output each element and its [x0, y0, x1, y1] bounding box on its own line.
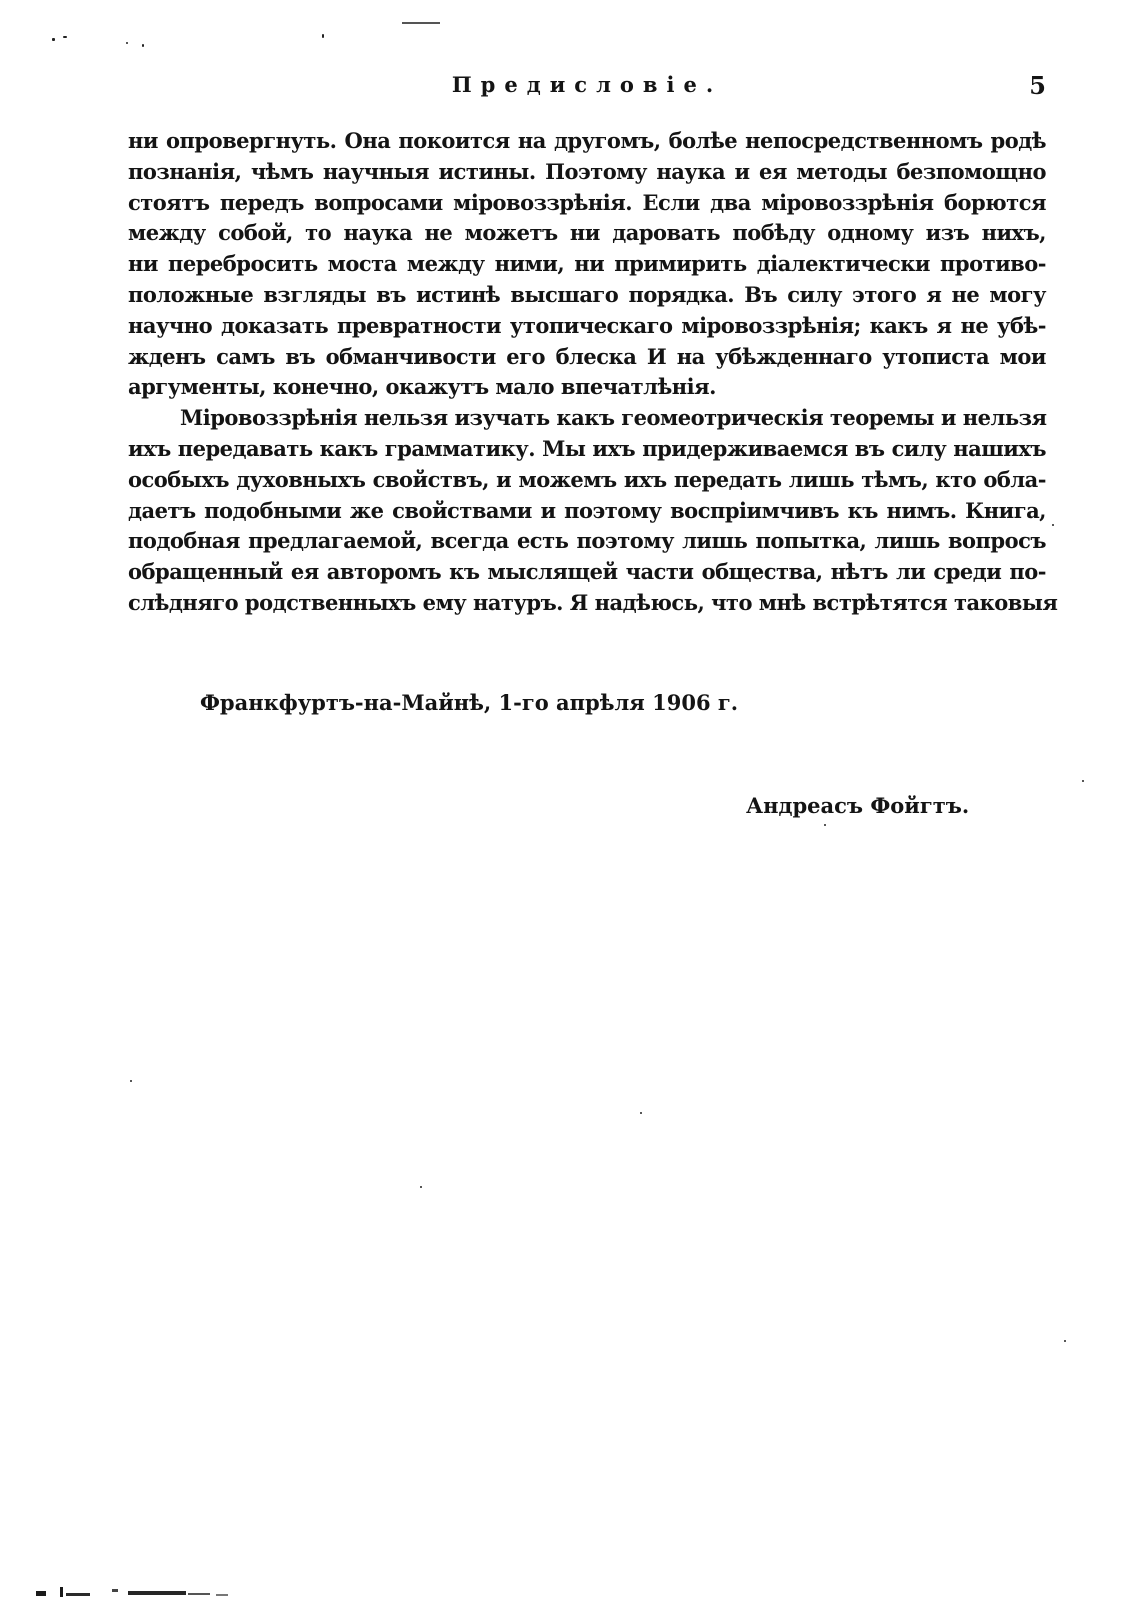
- scan-speck: [1052, 524, 1054, 526]
- scan-speck: [420, 1186, 422, 1188]
- dateline: Франкфуртъ-на-Майнѣ, 1-го апрѣля 1906 г.: [200, 690, 739, 715]
- scan-speck: [824, 824, 826, 826]
- scan-speck: [126, 42, 128, 44]
- text-line: даетъ подобными же свойствами и поэтому воспріимчивъ къ нимъ. Книга,: [128, 497, 1046, 523]
- text-line: ихъ передавать какъ грамматику. Мы ихъ придерживаемся въ силу нашихъ: [128, 435, 1046, 461]
- scan-speck: [322, 34, 324, 38]
- scan-mark: [402, 22, 440, 24]
- scan-smudge: [36, 1585, 246, 1599]
- text-line: ни перебросить моста между ними, ни примирить діалектически противо-: [128, 251, 1046, 277]
- text-line: положные взгляды въ истинѣ высшаго порядка. Въ силу этого я не могу: [128, 281, 1046, 307]
- preface-text: [128, 126, 1058, 619]
- scan-speck: [1064, 1340, 1066, 1342]
- text-line: между собой, то наука не можетъ ни даровать побѣду одному изъ нихъ,: [128, 220, 1046, 246]
- text-line: особыхъ духовныхъ свойствъ, и можемъ ихъ передать лишь тѣмъ, кто обла-: [128, 466, 1046, 492]
- scan-speck: [63, 36, 67, 38]
- text-line: слѣдняго родственныхъ ему натуръ. Я надѣюсь, что мнѣ встрѣтятся таковыя: [128, 589, 1058, 615]
- text-line: Міровоззрѣнія нельзя изучать какъ геомеотрическія теоремы и нельзя: [180, 405, 1047, 431]
- page-number: 5: [1029, 71, 1046, 100]
- text-line: аргументы, конечно, окажутъ мало впечатлѣнія.: [128, 374, 716, 400]
- author-signature: Андреасъ Фойгтъ.: [746, 793, 970, 818]
- scan-speck: [52, 38, 55, 41]
- text-line: познанія, чѣмъ научныя истины. Поэтому наука и ея методы безпомощно: [128, 158, 1046, 184]
- scan-speck: [1082, 780, 1084, 782]
- scan-speck: [130, 1080, 132, 1082]
- scan-speck: [142, 44, 144, 47]
- text-line: ни опровергнуть. Она покоится на другомъ, болѣе непосредственномъ родѣ: [128, 128, 1046, 153]
- text-line: подобная предлагаемой, всегда есть поэтому лишь попытка, лишь вопросъ: [128, 528, 1046, 554]
- running-title: Предисловіе.: [451, 72, 723, 97]
- text-line: научно доказать превратности утопическаго міровоззрѣнія; какъ я не убѣ-: [128, 312, 1046, 338]
- scan-speck: [640, 1112, 642, 1114]
- text-line: обращенный ея авторомъ къ мыслящей части общества, нѣтъ ли среди по-: [128, 559, 1046, 585]
- running-header: [128, 72, 1046, 102]
- text-line: стоятъ передъ вопросами міровоззрѣнія. Если два міровоззрѣнія борются: [128, 189, 1046, 215]
- text-line: жденъ самъ въ обманчивости его блеска И на убѣжденнаго утописта мои: [128, 343, 1046, 369]
